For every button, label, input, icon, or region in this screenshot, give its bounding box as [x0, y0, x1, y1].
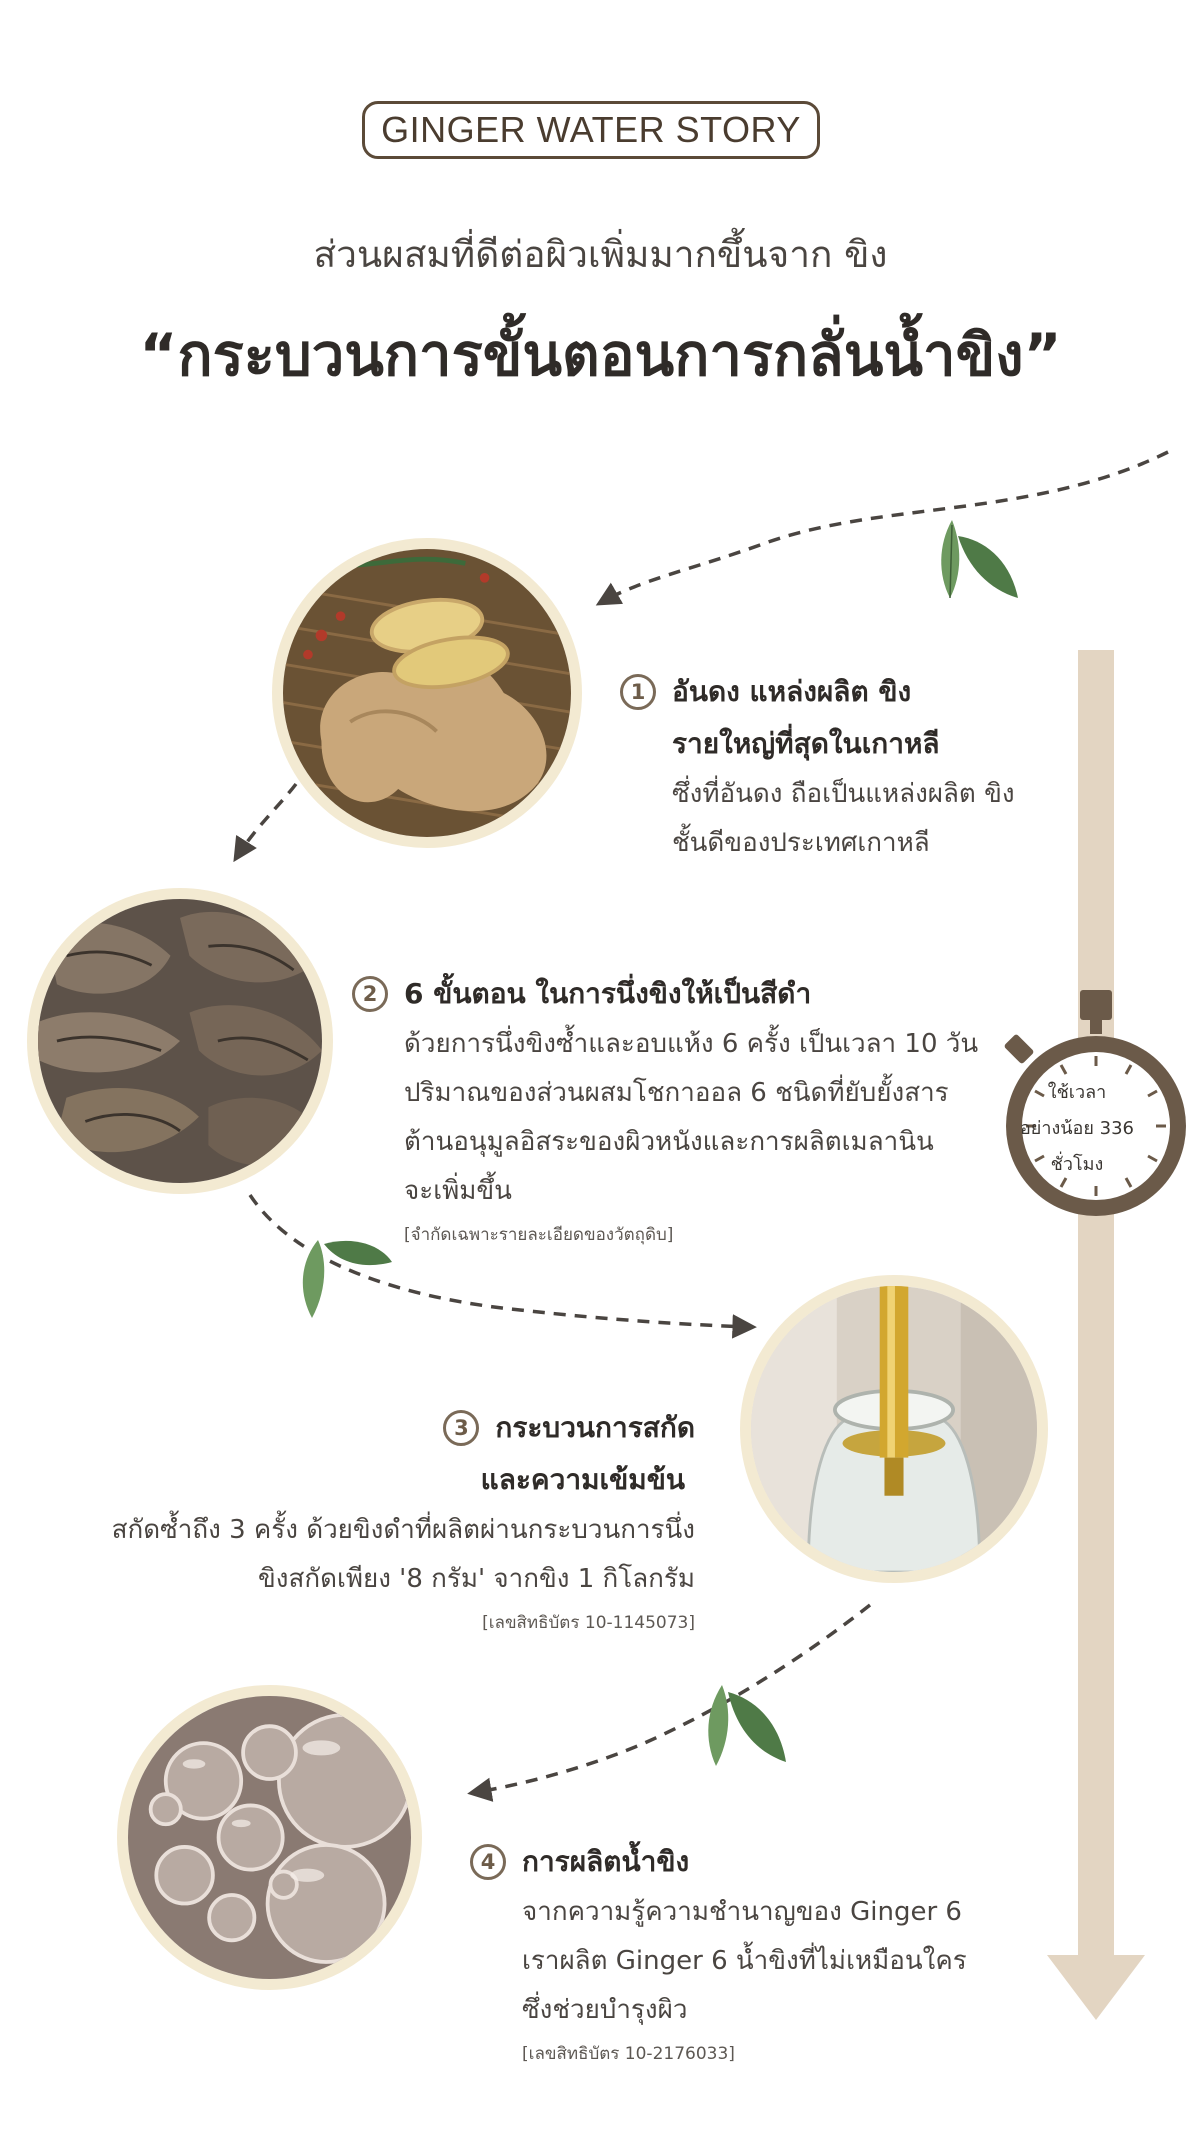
step-heading-line2: รายใหญ่ที่สุดในเกาหลี [672, 727, 940, 760]
step-text-line: สกัดซ้ำถึง 3 ครั้ง ด้วยขิงดำที่ผลิตผ่านกระบวนการนึ่ง [111, 1515, 695, 1545]
step-text-line: ด้วยการนึ่งขิงซ้ำและอบแห้ง 6 ครั้ง เป็นเวลา 10 วัน [404, 1029, 979, 1059]
leaf-icon [708, 1685, 786, 1766]
step-text-line: ชั้นดีของประเทศเกาหลี [672, 828, 930, 858]
step-heading-line2: และความเข้มข้น [480, 1463, 685, 1496]
step-1 [620, 666, 1060, 868]
step-heading: การผลิตน้ำขิง [522, 1845, 690, 1878]
step-heading: 6 ขั้นตอน ในการนึ่งขิงให้เป็นสีดำ [404, 977, 812, 1010]
step-text-line: ขิงสกัดเพียง '8 กรัม' จากขิง 1 กิโลกรัม [258, 1564, 695, 1594]
step-footnote: [เลขสิทธิบัตร 10-2176033] [522, 2044, 735, 2064]
page-title: “กระบวนการขั้นตอนการกลั่นน้ำขิง” [139, 321, 1062, 389]
step-4 [470, 1836, 1010, 2069]
black-ginger-photo [27, 888, 333, 1194]
step-2 [352, 968, 992, 1250]
step-text-line: จะเพิ่มขึ้น [404, 1176, 512, 1206]
step-text-line: ซึ่งช่วยบำรุงผิว [522, 1995, 688, 2025]
step-number-badge: 1 [620, 674, 656, 710]
timer-label-line3: ชั่วโมง [1050, 1154, 1104, 1175]
dropper-bottle-photo [740, 1275, 1048, 1583]
step-text-line: เราผลิต Ginger 6 น้ำขิงที่ไม่เหมือนใคร [522, 1946, 967, 1976]
timeline-arrow [1047, 650, 1145, 2020]
step-number-badge: 2 [352, 976, 388, 1012]
step-text-line: จากความรู้ความชำนาญของ Ginger 6 [522, 1897, 962, 1927]
step-text-line: ต้านอนุมูลอิสระของผิวหนังและการผลิตเมลานิน [404, 1127, 934, 1157]
flow-arrow-1-2 [236, 784, 296, 858]
timer-label-line1: ใช้เวลา [1047, 1082, 1107, 1103]
leaf-icon [941, 520, 1018, 598]
step-heading: กระบวนการสกัด [495, 1411, 695, 1444]
step-footnote: [เลขสิทธิบัตร 10-1145073] [482, 1613, 695, 1633]
step-footnote: [จำกัดเฉพาะรายละเอียดของวัตถุดิบ] [404, 1225, 674, 1245]
oil-bubbles-photo [117, 1685, 422, 1990]
step-number-badge: 4 [470, 1844, 506, 1880]
story-badge: GINGER WATER STORY [362, 101, 820, 159]
leaf-icon [303, 1240, 392, 1318]
ginger-root-photo [272, 538, 582, 848]
step-text-line: ซึ่งที่อันดง ถือเป็นแหล่งผลิต ขิง [672, 779, 1015, 809]
step-3 [60, 1402, 695, 1638]
step-number-badge: 3 [443, 1410, 479, 1446]
step-heading: อันดง แหล่งผลิต ขิง [672, 675, 912, 708]
timer-label-line2: อย่างน้อย 336 [1020, 1118, 1134, 1139]
flow-arrow-top [600, 452, 1168, 603]
page-subtitle: ส่วนผสมที่ดีต่อผิวเพิ่มมากขึ้นจาก ขิง [313, 233, 888, 276]
step-text-line: ปริมาณของส่วนผสมโชกาออล 6 ชนิดที่ยับยั้งสาร [404, 1078, 949, 1108]
